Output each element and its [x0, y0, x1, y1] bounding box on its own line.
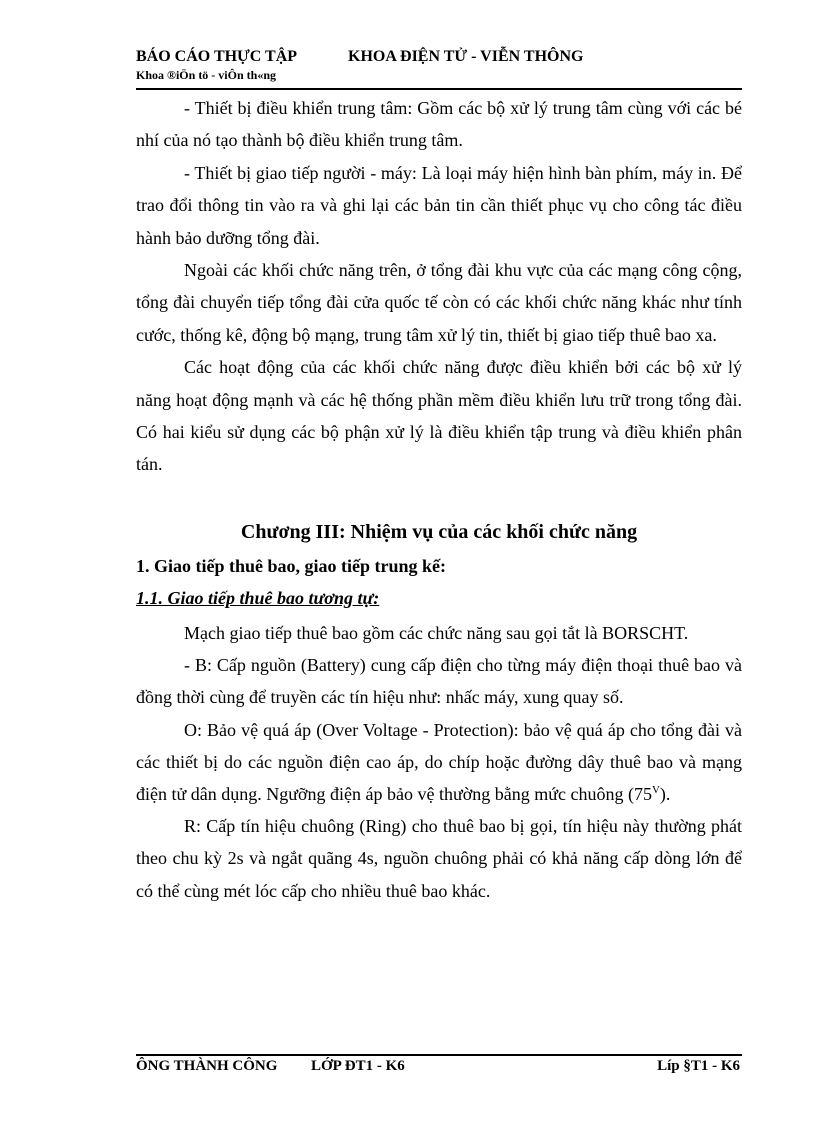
page-header — [136, 48, 742, 82]
faculty-subtitle: Khoa ®iÖn tö - viÔn th«ng — [136, 68, 276, 82]
paragraph-text: O: Bảo vệ quá áp (Over Voltage - Protection): bảo vệ quá áp cho tổng đài và các thiết bị do các nguồn điện cao áp, do chíp hoặc đường dây thuê bao và mạng điện tử dân dụng. Ngưỡng điện áp bảo vệ thường bằng mức chuông — [136, 719, 742, 805]
subsection-heading: 1.1. Giao tiếp thuê bao tương tự: — [136, 588, 380, 608]
report-title: BÁO CÁO THỰC TẬP — [136, 48, 298, 65]
paragraph: Các hoạt động của các khối chức năng được điều khiển bởi các bộ xử lý năng hoạt động mạnh và các hệ thống phần mềm điều khiển lưu trữ trong tổng đài. Có hai kiểu sử dụng các bộ phận xử lý là điều khiển tập trung và điều khiển phân tán. — [136, 357, 742, 475]
body-text — [136, 92, 742, 481]
paragraph: Mạch giao tiếp thuê bao gồm các chức năng sau gọi tắt là BORSCHT. — [184, 623, 689, 643]
paragraph: - Thiết bị giao tiếp người - máy: Là loại máy hiện hình bàn phím, máy in. Để trao đổi thông tin vào ra và ghi lại các bản tin cần thiết phục vụ cho công tác điều hành bảo dưỡng tổng đài. — [136, 162, 742, 248]
paragraph: Ngoài các khối chức năng trên, ở tổng đài khu vực của các mạng công cộng, tổng đài chuyển tiếp tổng đài cửa quốc tế còn có các khối chức năng khác như tính cước, thống kê, động bộ mạng, trung tâm xử lý tin, thiết bị giao tiếp thuê bao xa. — [136, 260, 742, 345]
voltage-unit: V — [651, 784, 660, 797]
voltage-close: ). — [659, 784, 671, 805]
paragraph — [136, 714, 742, 811]
faculty-title: KHOA ĐIỆN TỬ - VIỄN THÔNG — [348, 48, 584, 65]
footer-author: ÔNG THÀNH CÔNG — [136, 1058, 278, 1074]
body-text-2 — [136, 617, 742, 907]
chapter-title: Chương III: Nhiệm vụ của các khối chức năng — [240, 521, 638, 543]
footer-class: LỚP ĐT1 - K6 — [311, 1058, 405, 1074]
paragraph: R: Cấp tín hiệu chuông (Ring) cho thuê bao bị gọi, tín hiệu này thường phát theo chu kỳ 2s và ngắt quãng 4s, nguồn chuông phải có khả năng cấp dòng lớn để có thể cùng mét lóc cấp cho nhiều thuê bao khác. — [136, 816, 742, 901]
footer-divider — [136, 1054, 742, 1056]
paragraph: - B: Cấp nguồn (Battery) cung cấp điện cho từng máy điện thoại thuê bao và đồng thời cùng để truyền các tín hiệu như: nhấc máy, xung quay số. — [136, 655, 742, 708]
header-divider — [136, 88, 742, 90]
footer-class-right: Líp §T1 - K6 — [657, 1058, 740, 1074]
paragraph: - Thiết bị điều khiển trung tâm: Gồm các bộ xử lý trung tâm cùng với các bé nhí của nó tạo thành bộ điều khiển trung tâm. — [136, 98, 742, 151]
voltage-open: (75 — [627, 784, 652, 805]
section-heading: 1. Giao tiếp thuê bao, giao tiếp trung kế: — [136, 556, 447, 576]
